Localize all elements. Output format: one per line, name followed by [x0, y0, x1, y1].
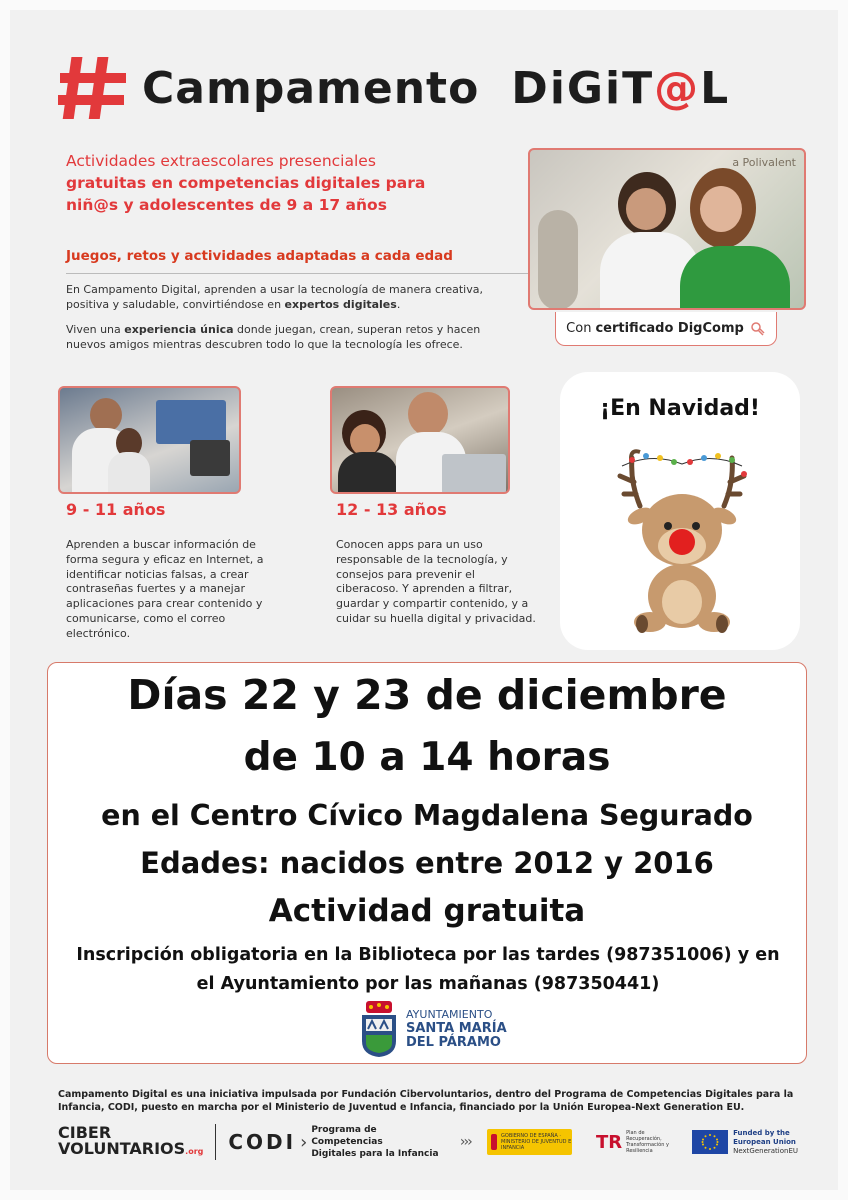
intro-line-1: Actividades extraescolares presenciales — [66, 152, 376, 170]
codi-logo: CODI — [228, 1130, 297, 1154]
header — [58, 48, 730, 128]
age-title-9-11: 9 - 11 años — [66, 500, 166, 519]
intro-line-2: gratuitas en competencias digitales para — [66, 174, 426, 192]
plan-recuperacion-logo: TR Plan de Recuperación, Transformación y Resiliencia — [595, 1130, 669, 1154]
codi-program-label: Programa de Competencias Digitales para la Infancia — [311, 1125, 439, 1159]
paragraph-1: En Campamento Digital, aprenden a usar la tecnología de manera creativa, positiva y saludable, convirtiéndose en expertos digitales. — [66, 283, 483, 311]
christmas-title: ¡En Navidad! — [600, 396, 760, 421]
subtitle: Juegos, retos y actividades adaptadas a cada edad — [66, 248, 453, 264]
sponsor-logos — [58, 1120, 798, 1164]
footer-text: Campamento Digital es una iniciativa impulsada por Fundación Cibervoluntarios, dentro del Programa de Competencias Digitales para la Infancia, CODI, puesto en marcha por el Ministerio de Juventud e Infancia, financiado por la Unión Europea-Next Generation EU. — [58, 1089, 794, 1113]
brand-digital: DiGiT@L — [511, 62, 731, 114]
intro-text — [66, 150, 486, 216]
event-hours: de 10 a 14 horas — [243, 735, 611, 780]
photo-classroom — [528, 148, 806, 310]
certificate-icon — [750, 321, 766, 337]
event-place: en el Centro Cívico Magdalena Segurado — [101, 799, 753, 832]
ayuntamiento-name-2: DEL PÁRAMO — [406, 1035, 501, 1050]
eu-funding-logo: Funded by the European Union NextGenerationEU — [692, 1129, 798, 1156]
age-description-12-13: Conocen apps para un uso responsable de la tecnología, y consejos para prevenir el ciberacoso. Y aprenden a filtrar, guardar y compartir contenido, y a cuidar su huella digital y privacidad. — [336, 538, 536, 625]
cibervoluntarios-logo: CIBER VOLUNTARIOS.org — [58, 1122, 204, 1158]
brand-campamento: Campamento — [142, 62, 480, 114]
chevron-right-icon: › — [300, 1131, 308, 1153]
gobierno-espana-logo: GOBIERNO DE ESPAÑA · MINISTERIO DE JUVENTUD E INFANCIA — [487, 1129, 572, 1155]
photo-wall-sign: a Polivalent — [732, 156, 796, 169]
event-price: Actividad gratuita — [268, 893, 586, 929]
hashtag-icon — [58, 53, 128, 123]
spain-shield-icon — [491, 1134, 497, 1150]
age-description-9-11: Aprenden a buscar información de forma segura y eficaz en Internet, a identificar noticias falsas, a crear contraseñas fuertes y a manejar aplicaciones para crear contenido y comunicarse, como el correo electrónico. — [66, 538, 264, 640]
ayuntamiento-logo — [358, 999, 507, 1059]
event-ages: Edades: nacidos entre 2012 y 2016 — [140, 846, 714, 880]
intro-line-3: niñ@s y adolescentes de 9 a 17 años — [66, 196, 387, 214]
event-dates: Días 22 y 23 de diciembre — [127, 671, 727, 719]
reindeer-icon — [612, 446, 752, 636]
certificate-badge: Con certificado DigComp — [555, 312, 777, 346]
age-title-12-13: 12 - 13 años — [336, 500, 447, 519]
paragraph-2: Viven una experiencia única donde juegan, crean, superan retos y hacen nuevos amigos mientras descubren todo lo que la tecnología les ofrece. — [66, 323, 481, 351]
event-info-box — [47, 662, 807, 1064]
event-registration: Inscripción obligatoria en la Biblioteca por las tardes (987351006) y en el Ayuntamiento por las mañanas (987350441) — [76, 945, 780, 994]
ayuntamiento-label: AYUNTAMIENTO — [406, 1008, 493, 1021]
photo-kids-9-11 — [58, 386, 241, 494]
coat-of-arms-icon — [358, 999, 400, 1059]
triple-chevron-icon: ››› — [459, 1134, 471, 1150]
eu-flag-icon — [692, 1130, 728, 1154]
logo-separator — [215, 1124, 216, 1160]
ayuntamiento-name-1: SANTA MARÍA — [406, 1021, 507, 1036]
christmas-card — [560, 372, 800, 650]
photo-kids-12-13 — [330, 386, 510, 494]
